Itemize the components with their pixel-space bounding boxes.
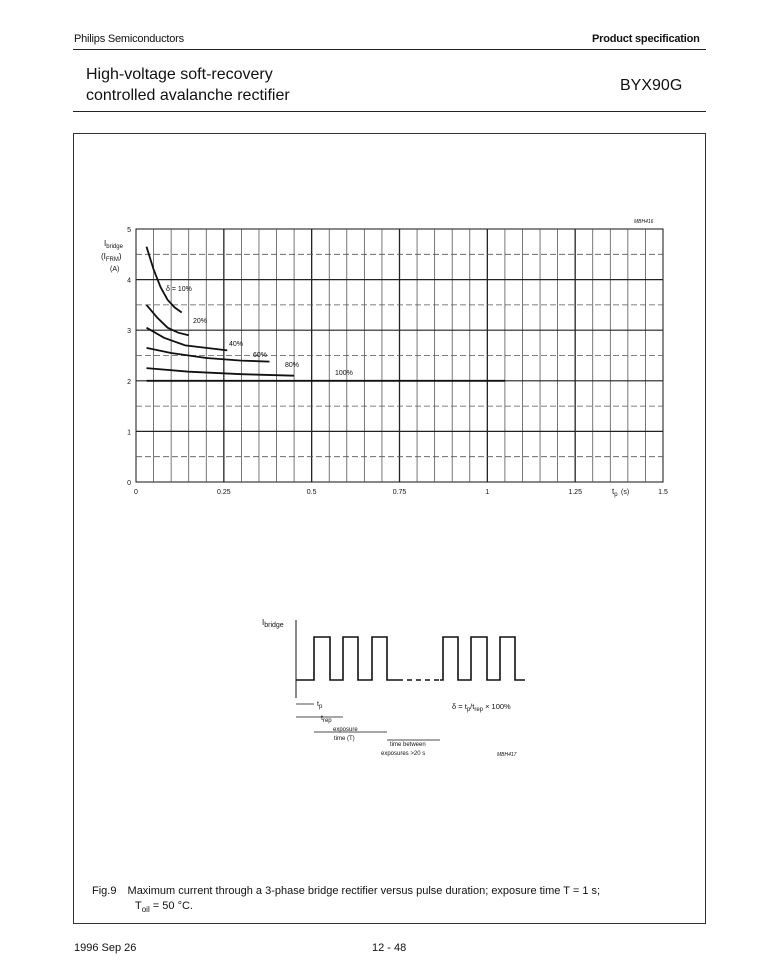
trep-label: trep: [321, 715, 332, 724]
duty-cycle-formula: $\delta = t_p/t_{rep} \times 100\%$: [452, 702, 511, 713]
y-axis-label: $I_{bridge}$: [104, 239, 123, 250]
x-axis-label: $t_p$: [612, 487, 618, 498]
y-tick-label: 1: [127, 429, 131, 437]
doc-type: Product specification: [592, 33, 700, 45]
exposure-label-1: exposure: [333, 727, 358, 733]
figure-caption: [92, 884, 692, 917]
series-label-60: 60%: [253, 352, 268, 359]
y-axis-label-alt: $(I_{FRM})$: [101, 252, 122, 263]
x-tick-label: 1.5: [658, 489, 668, 496]
y-tick-label: 0: [127, 480, 131, 487]
exposure-label-2: time (T): [334, 736, 355, 742]
series-label-40: 40%: [229, 341, 244, 348]
between-label-1: time between: [390, 742, 426, 748]
chart-code: MBH416: [634, 219, 654, 225]
part-number: BYX90G: [620, 77, 683, 94]
caption-line-1: Maximum current through a 3-phase bridge rectifier versus pulse duration; exposure time T = 1 s;: [127, 885, 601, 897]
company-name: Philips Semiconductors: [74, 33, 184, 45]
y-tick-label: 5: [127, 227, 131, 234]
x-tick-label: 1: [485, 489, 490, 496]
x-tick-label: 0.5: [306, 489, 317, 496]
y-axis-unit: (A): [110, 266, 120, 273]
x-tick-label: 0: [134, 489, 138, 496]
series-label-10: δ = 10%: [166, 286, 192, 293]
figure-label: Fig.9: [92, 885, 117, 897]
pulse-train-right: [440, 637, 525, 680]
tp-label: tp: [317, 701, 323, 710]
between-label-2: exposures >20 s: [381, 751, 426, 757]
caption-line-2: $T_{oil} = 50$ °C.: [135, 900, 193, 915]
series-label-20: 20%: [193, 318, 208, 325]
y-tick-label: 4: [127, 277, 131, 285]
y-tick-label: 2: [127, 378, 131, 386]
title-line-2: controlled avalanche rectifier: [86, 87, 290, 104]
diagram-ylabel: Ibridge: [262, 618, 284, 629]
x-tick-label: 0.75: [392, 489, 407, 496]
x-tick-label: 1.25: [568, 489, 582, 496]
x-tick-label: 0.25: [217, 489, 231, 496]
series-label-100: 100%: [335, 370, 353, 377]
pulse-train-left: [296, 637, 398, 680]
x-axis-unit: (s): [621, 489, 630, 496]
footer-date: 1996 Sep 26: [74, 942, 137, 954]
y-tick-label: 3: [127, 328, 131, 336]
diagram-code: MBH417: [497, 752, 517, 758]
title-line-1: High-voltage soft-recovery: [86, 66, 273, 83]
footer-page: 12 - 48: [372, 942, 407, 954]
series-label-80: 80%: [285, 362, 300, 369]
